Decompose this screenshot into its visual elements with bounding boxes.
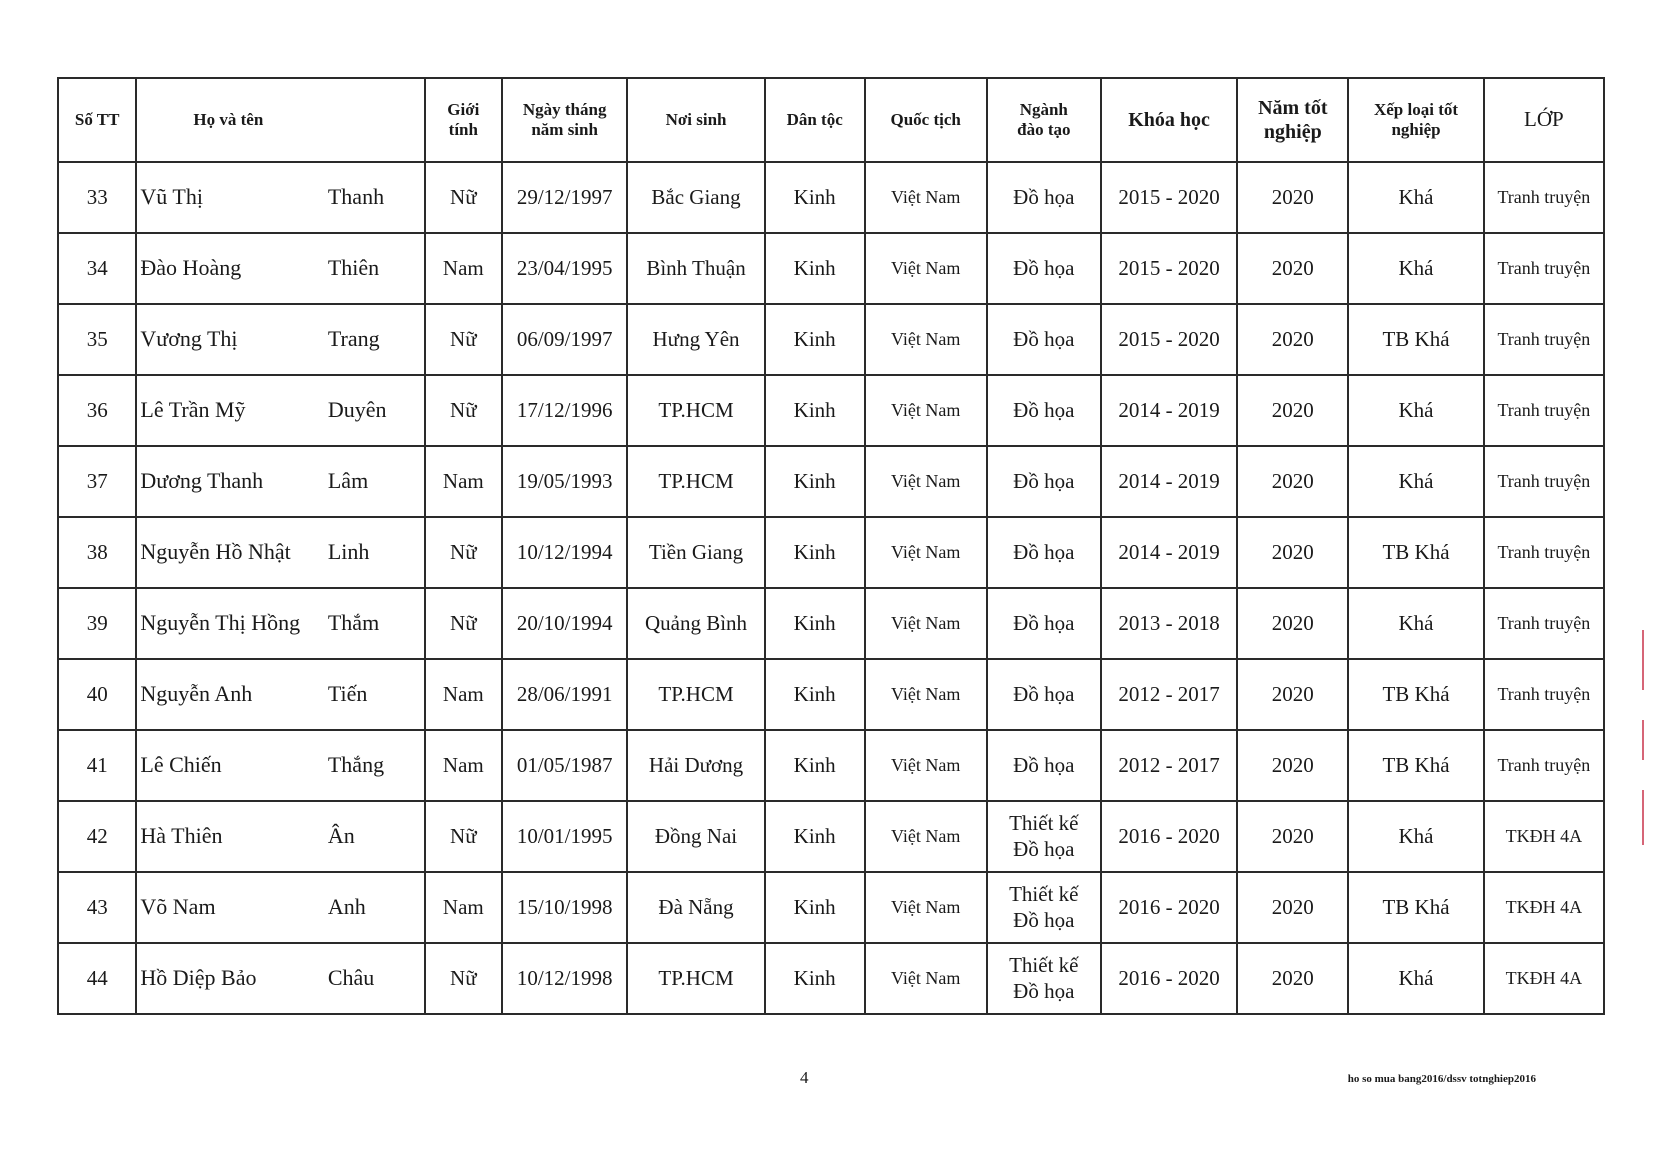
cell-rank: TB Khá: [1348, 730, 1483, 801]
cell-rank: TB Khá: [1348, 872, 1483, 943]
cell-dob: 10/01/1995: [502, 801, 627, 872]
table-row: [58, 801, 1604, 872]
cell-gender: Nữ: [425, 801, 502, 872]
cell-birthplace: TP.HCM: [627, 375, 764, 446]
cell-nationality: Việt Nam: [865, 517, 987, 588]
cell-major-line: Thiết kế: [1009, 882, 1079, 907]
cell-gender: Nam: [425, 659, 502, 730]
cell-given-name: Thanh: [328, 162, 425, 233]
header-gender: Giới tính: [425, 78, 502, 162]
cell-given-name: Châu: [328, 943, 425, 1014]
cell-rank: Khá: [1348, 233, 1483, 304]
cell-dob: 01/05/1987: [502, 730, 627, 801]
cell-dob: 10/12/1994: [502, 517, 627, 588]
cell-birthplace: Đà Nẵng: [627, 872, 764, 943]
cell-surname: Hồ Diệp Bảo: [136, 943, 327, 1014]
cell-nationality: Việt Nam: [865, 943, 987, 1014]
cell-given-name: Lâm: [328, 446, 425, 517]
cell-nationality: Việt Nam: [865, 375, 987, 446]
table-row: [58, 304, 1604, 375]
cell-major: [987, 730, 1101, 801]
cell-course: 2016 - 2020: [1101, 801, 1237, 872]
cell-dob: 15/10/1998: [502, 872, 627, 943]
cell-grad-year: 2020: [1237, 162, 1348, 233]
cell-grad-year: 2020: [1237, 304, 1348, 375]
cell-rank: Khá: [1348, 375, 1483, 446]
cell-gender: Nam: [425, 730, 502, 801]
cell-class: Tranh truyện: [1484, 304, 1604, 375]
cell-stt: 40: [58, 659, 136, 730]
cell-major-line: Thiết kế: [1009, 953, 1079, 978]
cell-surname: Vương Thị: [136, 304, 327, 375]
cell-major-line: Đồ họa: [1013, 184, 1075, 209]
cell-major: [987, 233, 1101, 304]
cell-nationality: Việt Nam: [865, 162, 987, 233]
scan-edge-mark: [1642, 790, 1644, 845]
table-row: [58, 659, 1604, 730]
cell-ethnicity: Kinh: [765, 375, 865, 446]
cell-course: 2016 - 2020: [1101, 872, 1237, 943]
cell-nationality: Việt Nam: [865, 730, 987, 801]
header-rank: Xếp loại tốt nghiệp: [1348, 78, 1483, 162]
cell-stt: 39: [58, 588, 136, 659]
header-birthplace: Nơi sinh: [627, 78, 764, 162]
cell-major: [987, 801, 1101, 872]
cell-surname: Lê Trần Mỹ: [136, 375, 327, 446]
cell-birthplace: Đồng Nai: [627, 801, 764, 872]
cell-major-line: Đồ họa: [1013, 836, 1075, 861]
table-body: [58, 162, 1604, 1014]
cell-major: [987, 304, 1101, 375]
cell-class: TKĐH 4A: [1484, 872, 1604, 943]
cell-class: Tranh truyện: [1484, 446, 1604, 517]
cell-stt: 36: [58, 375, 136, 446]
cell-gender: Nữ: [425, 588, 502, 659]
cell-major: [987, 659, 1101, 730]
cell-gender: Nữ: [425, 304, 502, 375]
scan-edge-mark: [1642, 720, 1644, 760]
cell-given-name: Ân: [328, 801, 425, 872]
cell-nationality: Việt Nam: [865, 872, 987, 943]
cell-ethnicity: Kinh: [765, 730, 865, 801]
cell-birthplace: Hưng Yên: [627, 304, 764, 375]
table-row: [58, 233, 1604, 304]
cell-course: 2013 - 2018: [1101, 588, 1237, 659]
cell-stt: 35: [58, 304, 136, 375]
cell-major-line: Đồ họa: [1013, 397, 1075, 422]
cell-stt: 38: [58, 517, 136, 588]
cell-given-name: Thiên: [328, 233, 425, 304]
cell-gender: Nữ: [425, 375, 502, 446]
table-row: [58, 162, 1604, 233]
cell-surname: Đào Hoàng: [136, 233, 327, 304]
cell-surname: Vũ Thị: [136, 162, 327, 233]
cell-stt: 34: [58, 233, 136, 304]
cell-major-line: Thiết kế: [1009, 811, 1079, 836]
cell-given-name: Trang: [328, 304, 425, 375]
header-major: Ngành đào tạo: [987, 78, 1101, 162]
cell-rank: TB Khá: [1348, 659, 1483, 730]
cell-ethnicity: Kinh: [765, 446, 865, 517]
cell-surname: Nguyễn Thị Hồng: [136, 588, 327, 659]
cell-gender: Nữ: [425, 943, 502, 1014]
cell-nationality: Việt Nam: [865, 446, 987, 517]
cell-class: Tranh truyện: [1484, 375, 1604, 446]
cell-course: 2015 - 2020: [1101, 304, 1237, 375]
cell-given-name: Tiến: [328, 659, 425, 730]
cell-ethnicity: Kinh: [765, 588, 865, 659]
cell-given-name: Anh: [328, 872, 425, 943]
table-row: [58, 517, 1604, 588]
cell-class: Tranh truyện: [1484, 730, 1604, 801]
cell-given-name: Thắng: [328, 730, 425, 801]
cell-grad-year: 2020: [1237, 943, 1348, 1014]
cell-dob: 20/10/1994: [502, 588, 627, 659]
cell-grad-year: 2020: [1237, 872, 1348, 943]
table-row: [58, 446, 1604, 517]
cell-surname: Nguyễn Anh: [136, 659, 327, 730]
cell-surname: Dương Thanh: [136, 446, 327, 517]
cell-surname: Nguyễn Hồ Nhật: [136, 517, 327, 588]
cell-nationality: Việt Nam: [865, 588, 987, 659]
cell-gender: Nữ: [425, 517, 502, 588]
cell-surname: Hà Thiên: [136, 801, 327, 872]
cell-grad-year: 2020: [1237, 801, 1348, 872]
cell-class: Tranh truyện: [1484, 233, 1604, 304]
cell-birthplace: Quảng Bình: [627, 588, 764, 659]
cell-ethnicity: Kinh: [765, 659, 865, 730]
cell-grad-year: 2020: [1237, 588, 1348, 659]
scan-edge-mark: [1642, 630, 1644, 690]
header-nationality: Quốc tịch: [865, 78, 987, 162]
cell-grad-year: 2020: [1237, 446, 1348, 517]
header-name: Họ và tên: [136, 78, 424, 162]
cell-stt: 33: [58, 162, 136, 233]
cell-course: 2015 - 2020: [1101, 233, 1237, 304]
cell-given-name: Duyên: [328, 375, 425, 446]
cell-nationality: Việt Nam: [865, 304, 987, 375]
cell-major: [987, 375, 1101, 446]
cell-stt: 43: [58, 872, 136, 943]
cell-grad-year: 2020: [1237, 375, 1348, 446]
cell-ethnicity: Kinh: [765, 304, 865, 375]
cell-major-line: Đồ họa: [1013, 907, 1075, 932]
cell-birthplace: Bắc Giang: [627, 162, 764, 233]
cell-surname: Võ Nam: [136, 872, 327, 943]
table-row: [58, 730, 1604, 801]
cell-class: Tranh truyện: [1484, 517, 1604, 588]
graduate-table: [57, 77, 1605, 1015]
cell-stt: 44: [58, 943, 136, 1014]
cell-course: 2014 - 2019: [1101, 446, 1237, 517]
table-row: [58, 943, 1604, 1014]
cell-birthplace: TP.HCM: [627, 659, 764, 730]
cell-gender: Nam: [425, 233, 502, 304]
cell-major: [987, 588, 1101, 659]
cell-surname: Lê Chiến: [136, 730, 327, 801]
cell-major: [987, 446, 1101, 517]
header-course: Khóa học: [1101, 78, 1237, 162]
cell-major-line: Đồ họa: [1013, 610, 1075, 635]
cell-major-line: Đồ họa: [1013, 681, 1075, 706]
cell-ethnicity: Kinh: [765, 872, 865, 943]
cell-rank: Khá: [1348, 801, 1483, 872]
cell-class: TKĐH 4A: [1484, 943, 1604, 1014]
cell-major: [987, 872, 1101, 943]
cell-course: 2012 - 2017: [1101, 730, 1237, 801]
cell-nationality: Việt Nam: [865, 801, 987, 872]
cell-birthplace: TP.HCM: [627, 446, 764, 517]
table-header-row: [58, 78, 1604, 162]
cell-course: 2012 - 2017: [1101, 659, 1237, 730]
cell-rank: Khá: [1348, 446, 1483, 517]
cell-ethnicity: Kinh: [765, 943, 865, 1014]
cell-class: TKĐH 4A: [1484, 801, 1604, 872]
cell-rank: Khá: [1348, 588, 1483, 659]
cell-stt: 37: [58, 446, 136, 517]
cell-major-line: Đồ họa: [1013, 468, 1075, 493]
cell-course: 2016 - 2020: [1101, 943, 1237, 1014]
cell-grad-year: 2020: [1237, 233, 1348, 304]
cell-rank: TB Khá: [1348, 517, 1483, 588]
cell-rank: Khá: [1348, 943, 1483, 1014]
file-path: ho so mua bang2016/dssv totnghiep2016: [1347, 1073, 1536, 1085]
cell-major-line: Đồ họa: [1013, 752, 1075, 777]
cell-rank: Khá: [1348, 162, 1483, 233]
cell-nationality: Việt Nam: [865, 659, 987, 730]
cell-dob: 23/04/1995: [502, 233, 627, 304]
cell-birthplace: Bình Thuận: [627, 233, 764, 304]
cell-gender: Nam: [425, 446, 502, 517]
cell-ethnicity: Kinh: [765, 517, 865, 588]
cell-class: Tranh truyện: [1484, 588, 1604, 659]
cell-major-line: Đồ họa: [1013, 978, 1075, 1003]
cell-major-line: Đồ họa: [1013, 539, 1075, 564]
cell-major: [987, 162, 1101, 233]
cell-course: 2015 - 2020: [1101, 162, 1237, 233]
cell-ethnicity: Kinh: [765, 233, 865, 304]
cell-gender: Nữ: [425, 162, 502, 233]
header-dob: Ngày tháng năm sinh: [502, 78, 627, 162]
cell-ethnicity: Kinh: [765, 801, 865, 872]
cell-major-line: Đồ họa: [1013, 255, 1075, 280]
cell-stt: 42: [58, 801, 136, 872]
cell-given-name: Linh: [328, 517, 425, 588]
cell-major-line: Đồ họa: [1013, 326, 1075, 351]
cell-given-name: Thắm: [328, 588, 425, 659]
cell-grad-year: 2020: [1237, 659, 1348, 730]
cell-gender: Nam: [425, 872, 502, 943]
cell-dob: 17/12/1996: [502, 375, 627, 446]
header-ethnicity: Dân tộc: [765, 78, 865, 162]
table-row: [58, 872, 1604, 943]
cell-dob: 29/12/1997: [502, 162, 627, 233]
header-stt: Số TT: [58, 78, 136, 162]
cell-course: 2014 - 2019: [1101, 517, 1237, 588]
cell-grad-year: 2020: [1237, 730, 1348, 801]
cell-grad-year: 2020: [1237, 517, 1348, 588]
header-class: LỚP: [1484, 78, 1604, 162]
header-grad-year: Năm tốt nghiệp: [1237, 78, 1348, 162]
cell-nationality: Việt Nam: [865, 233, 987, 304]
cell-rank: TB Khá: [1348, 304, 1483, 375]
cell-dob: 19/05/1993: [502, 446, 627, 517]
cell-birthplace: Hải Dương: [627, 730, 764, 801]
cell-dob: 10/12/1998: [502, 943, 627, 1014]
cell-major: [987, 943, 1101, 1014]
cell-course: 2014 - 2019: [1101, 375, 1237, 446]
cell-ethnicity: Kinh: [765, 162, 865, 233]
cell-class: Tranh truyện: [1484, 659, 1604, 730]
cell-dob: 06/09/1997: [502, 304, 627, 375]
table-row: [58, 375, 1604, 446]
cell-birthplace: Tiền Giang: [627, 517, 764, 588]
page-number: 4: [800, 1068, 809, 1087]
cell-stt: 41: [58, 730, 136, 801]
table-row: [58, 588, 1604, 659]
cell-dob: 28/06/1991: [502, 659, 627, 730]
cell-birthplace: TP.HCM: [627, 943, 764, 1014]
cell-major: [987, 517, 1101, 588]
cell-class: Tranh truyện: [1484, 162, 1604, 233]
